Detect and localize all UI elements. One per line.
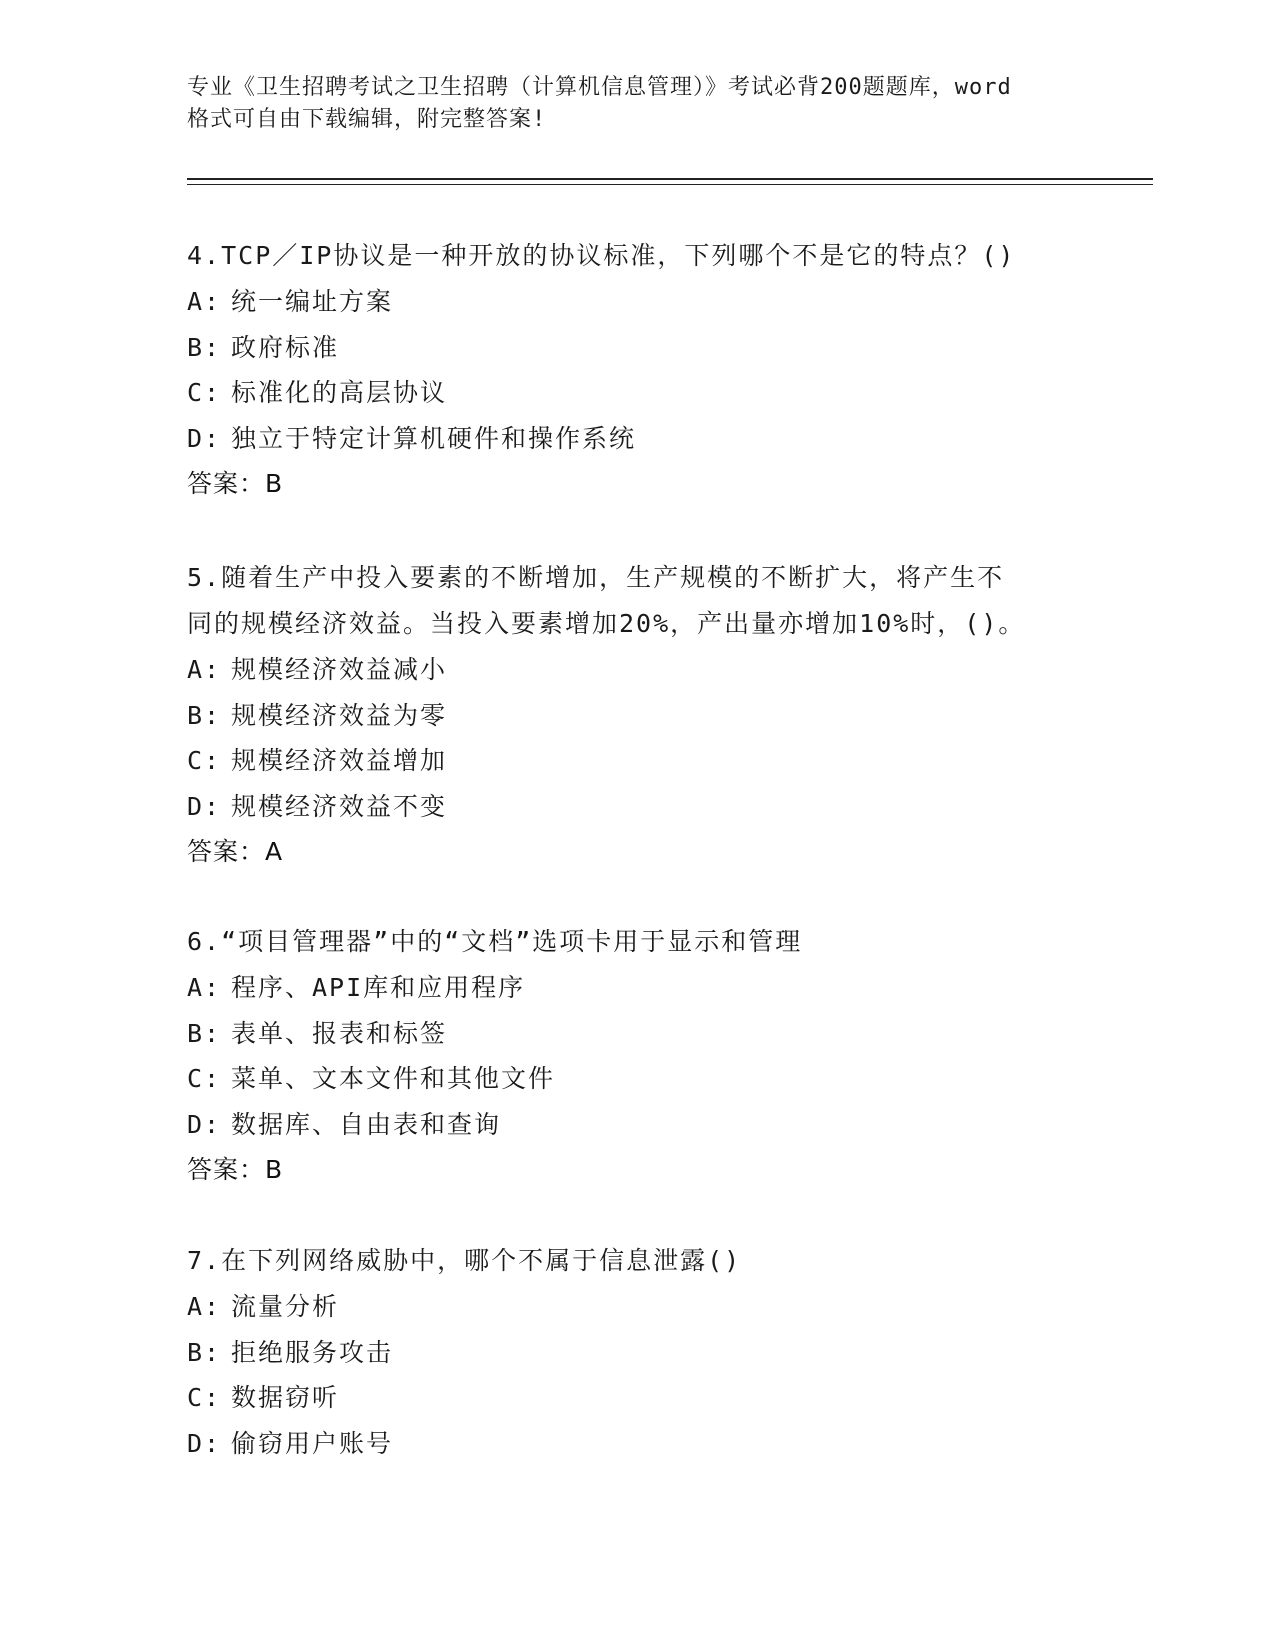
option-text: 规模经济效益减小 <box>231 655 448 684</box>
header-divider-thin <box>187 184 1153 185</box>
option-text: 表单、报表和标签 <box>231 1018 448 1048</box>
option-letter: C: <box>187 746 222 775</box>
option-letter: B: <box>187 1337 222 1367</box>
option-letter: C: <box>187 378 222 407</box>
question-stem-line-1: 5.随着生产中投入要素的不断增加，生产规模的不断扩大，将产生不 <box>187 563 1005 592</box>
option-text: 规模经济效益增加 <box>231 746 448 775</box>
option-letter: D: <box>187 791 222 821</box>
option-text: 偷窃用户账号 <box>231 1428 394 1458</box>
option-letter: C: <box>187 1383 222 1412</box>
option-text: 流量分析 <box>231 1292 340 1321</box>
question-stem: 7.在下列网络威胁中，哪个不属于信息泄露() <box>187 1246 742 1275</box>
option-letter: B: <box>187 1018 222 1048</box>
option-b <box>187 1330 1087 1376</box>
option-letter: D: <box>187 1109 222 1139</box>
answer-line: 答案：A <box>187 837 284 866</box>
option-text: 程序、API库和应用程序 <box>231 973 526 1002</box>
option-letter: A: <box>187 287 222 316</box>
question-5 <box>187 555 1087 874</box>
option-letter: B: <box>187 700 222 730</box>
question-6 <box>187 919 1087 1192</box>
header-divider-thick <box>187 178 1153 180</box>
option-a <box>187 279 1087 325</box>
option-letter: A: <box>187 973 222 1002</box>
header-title-line-2: 格式可自由下载编辑，附完整答案! <box>187 107 547 132</box>
answer-line: 答案：B <box>187 469 284 498</box>
answer-line: 答案：B <box>187 1155 284 1184</box>
option-a <box>187 965 1087 1011</box>
option-letter: D: <box>187 423 222 453</box>
option-text: 数据库、自由表和查询 <box>231 1109 502 1139</box>
option-b <box>187 1011 1087 1057</box>
document-header <box>187 72 1087 136</box>
option-text: 政府标准 <box>231 332 340 362</box>
option-c <box>187 1375 1087 1421</box>
option-b <box>187 325 1087 371</box>
option-letter: A: <box>187 1292 222 1321</box>
question-4 <box>187 233 1087 506</box>
header-title-line-1: 专业《卫生招聘考试之卫生招聘（计算机信息管理）》考试必背200题题库，word <box>187 75 1012 100</box>
option-a <box>187 1284 1087 1330</box>
question-stem: 6.“项目管理器”中的“文档”选项卡用于显示和管理 <box>187 927 803 956</box>
option-letter: D: <box>187 1428 222 1458</box>
option-d <box>187 1102 1087 1148</box>
option-text: 拒绝服务攻击 <box>231 1337 394 1367</box>
option-text: 独立于特定计算机硬件和操作系统 <box>231 423 637 453</box>
option-d <box>187 784 1087 830</box>
option-text: 数据窃听 <box>231 1383 340 1412</box>
option-text: 统一编址方案 <box>231 287 394 316</box>
option-d <box>187 1421 1087 1467</box>
option-letter: B: <box>187 332 222 362</box>
option-c <box>187 1056 1087 1102</box>
option-text: 规模经济效益为零 <box>231 700 448 730</box>
question-stem-line-2: 同的规模经济效益。当投入要素增加20%，产出量亦增加10%时，()。 <box>187 609 1026 638</box>
option-letter: C: <box>187 1064 222 1093</box>
option-text: 菜单、文本文件和其他文件 <box>231 1064 556 1093</box>
question-stem: 4.TCP／IP协议是一种开放的协议标准，下列哪个不是它的特点？() <box>187 241 1016 270</box>
option-c <box>187 370 1087 416</box>
option-text: 标准化的高层协议 <box>231 378 448 407</box>
option-d <box>187 416 1087 462</box>
option-c <box>187 738 1087 784</box>
option-letter: A: <box>187 655 222 684</box>
option-text: 规模经济效益不变 <box>231 791 448 821</box>
option-a <box>187 647 1087 693</box>
option-b <box>187 693 1087 739</box>
question-7 <box>187 1238 1087 1466</box>
